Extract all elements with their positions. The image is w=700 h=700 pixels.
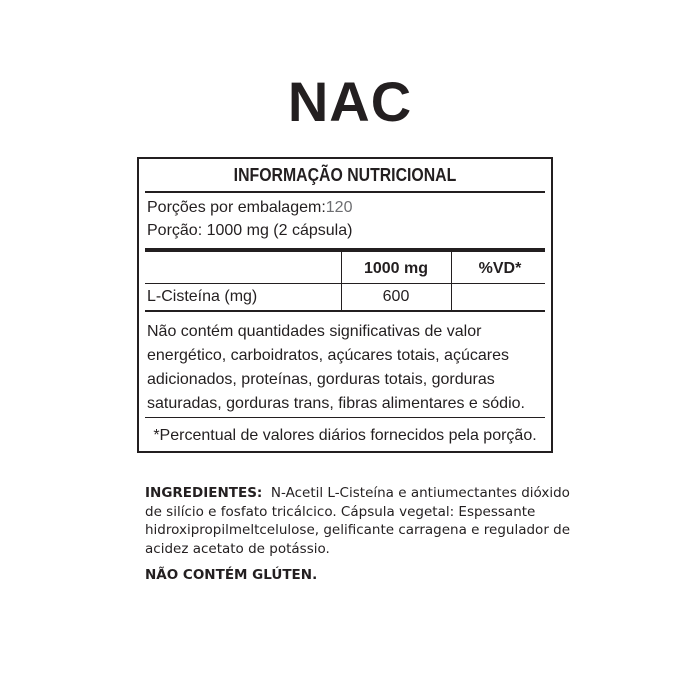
nutrition-heading: INFORMAÇÃO NUTRICIONAL [233, 165, 457, 185]
servings-label: Porções por embalagem: [147, 199, 326, 216]
column-header-dv: %VD* [478, 260, 522, 277]
nutrition-disclaimer: Não contém quantidades significativas de valor energético, carboidratos, açúcares totais, açúcares adicionados, proteínas, gorduras totais, gorduras saturadas, gorduras trans, fibras alimentares e sódio. [147, 323, 525, 412]
ingredients-label: INGREDIENTES: [145, 485, 263, 501]
ingredients-text: N-Acetil L-Cisteína e antiumectantes dióxido de silício e fosfato tricálcico. Cápsula vegetal: Espessante hidroxipropilmeltcelulose, gelificante carragena e regulador de acidez acetato de potássio. [145, 485, 571, 557]
header-row-rule [145, 283, 545, 284]
ingredients-block [145, 484, 575, 558]
column-header-amount: 1000 mg [363, 260, 429, 277]
table-bottom-rule [145, 310, 545, 312]
nutrient-amount: 600 [382, 288, 410, 305]
product-title: NAC [287, 70, 413, 133]
nutrient-name: L-Cisteína (mg) [147, 288, 258, 305]
nutrition-footnote: *Percentual de valores diários fornecidos pela porção. [153, 427, 537, 444]
gluten-statement: NÃO CONTÉM GLÚTEN. [145, 567, 318, 583]
servings-value: 120 [325, 199, 353, 216]
nutrition-facts-panel [137, 157, 553, 453]
heading-rule [145, 191, 545, 193]
thick-rule [145, 248, 545, 252]
servings-line [147, 199, 352, 217]
footnote-rule [145, 417, 545, 418]
portion-line: Porção: 1000 mg (2 cápsula) [147, 222, 353, 239]
